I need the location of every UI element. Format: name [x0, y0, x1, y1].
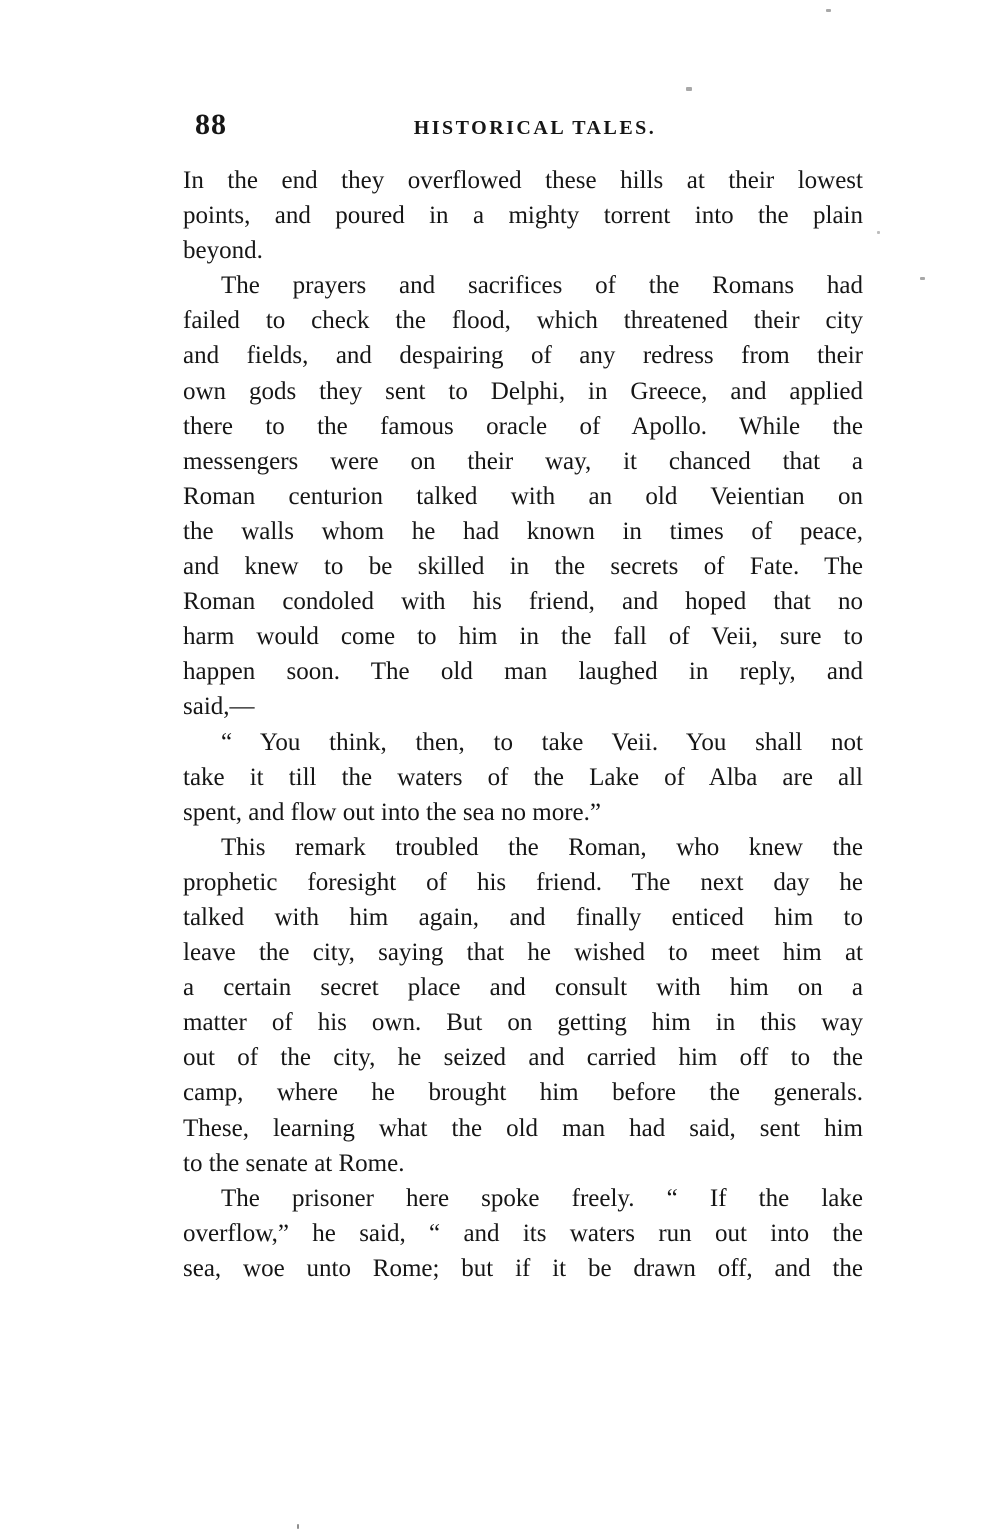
- text-line: These, learning what the old man had said, sent him: [183, 1114, 863, 1142]
- text-line: talked with him again, and finally enticed him to: [183, 903, 863, 931]
- text-line: and fields, and despairing of any redress from their: [183, 342, 863, 370]
- text-line: harm would come to him in the fall of Veii, sure to: [183, 623, 863, 651]
- text-line: Roman condoled with his friend, and hoped that no: [183, 588, 863, 616]
- text-line: take it till the waters of the Lake of Alba are all: [183, 763, 863, 791]
- running-title: HISTORICAL TALES.: [413, 117, 657, 139]
- scan-speck: [877, 231, 880, 234]
- text-line: overflow,” he said, “ and its waters run out into the: [183, 1219, 863, 1247]
- text-line: prophetic foresight of his friend. The next day he: [183, 868, 863, 896]
- scan-speck: [920, 277, 925, 280]
- text-line: beyond.: [183, 237, 263, 265]
- text-line: failed to check the flood, which threatened their city: [183, 307, 863, 335]
- text-line: The prayers and sacrifices of the Romans had: [221, 272, 863, 300]
- text-line: out of the city, he seized and carried him off to the: [183, 1044, 863, 1072]
- text-line: said,—: [183, 693, 255, 721]
- text-line: spent, and flow out into the sea no more.”: [183, 798, 601, 826]
- scan-speck: [297, 1524, 299, 1529]
- text-line: The prisoner here spoke freely. “ If the lake: [221, 1184, 863, 1212]
- scan-speck: [686, 87, 692, 91]
- text-line: matter of his own. But on getting him in this way: [183, 1009, 863, 1037]
- text-line: In the end they overflowed these hills at their lowest: [183, 167, 863, 194]
- text-line: and knew to be skilled in the secrets of Fate. The: [183, 553, 863, 581]
- text-line: a certain secret place and consult with him on a: [183, 974, 863, 1002]
- text-line: own gods they sent to Delphi, in Greece, and applied: [183, 377, 863, 405]
- text-line: points, and poured in a mighty torrent into the plain: [183, 202, 863, 230]
- text-line: the walls whom he had known in times of peace,: [183, 517, 863, 545]
- paragraph: [183, 1181, 863, 1286]
- text-line: camp, where he brought him before the generals.: [183, 1079, 863, 1107]
- paragraph: [183, 830, 863, 1181]
- text-line: Roman centurion talked with an old Veientian on: [183, 482, 863, 510]
- text-line: there to the famous oracle of Apollo. While the: [183, 412, 863, 440]
- text-line: messengers were on their way, it chanced that a: [183, 447, 863, 475]
- page-number: 88: [195, 108, 227, 141]
- paragraph: [183, 163, 863, 268]
- text-line: sea, woe unto Rome; but if it be drawn off, and the: [183, 1254, 863, 1282]
- text-line: This remark troubled the Roman, who knew the: [221, 833, 863, 861]
- text-line: “ You think, then, to take Veii. You shall not: [221, 728, 863, 756]
- scan-speck: [826, 9, 831, 12]
- text-line: to the senate at Rome.: [183, 1149, 405, 1177]
- text-line: leave the city, saying that he wished to meet him at: [183, 939, 863, 967]
- text-line: happen soon. The old man laughed in reply, and: [183, 658, 863, 686]
- page-text: [183, 163, 863, 1286]
- paragraph: [183, 268, 863, 724]
- paragraph: [183, 725, 863, 830]
